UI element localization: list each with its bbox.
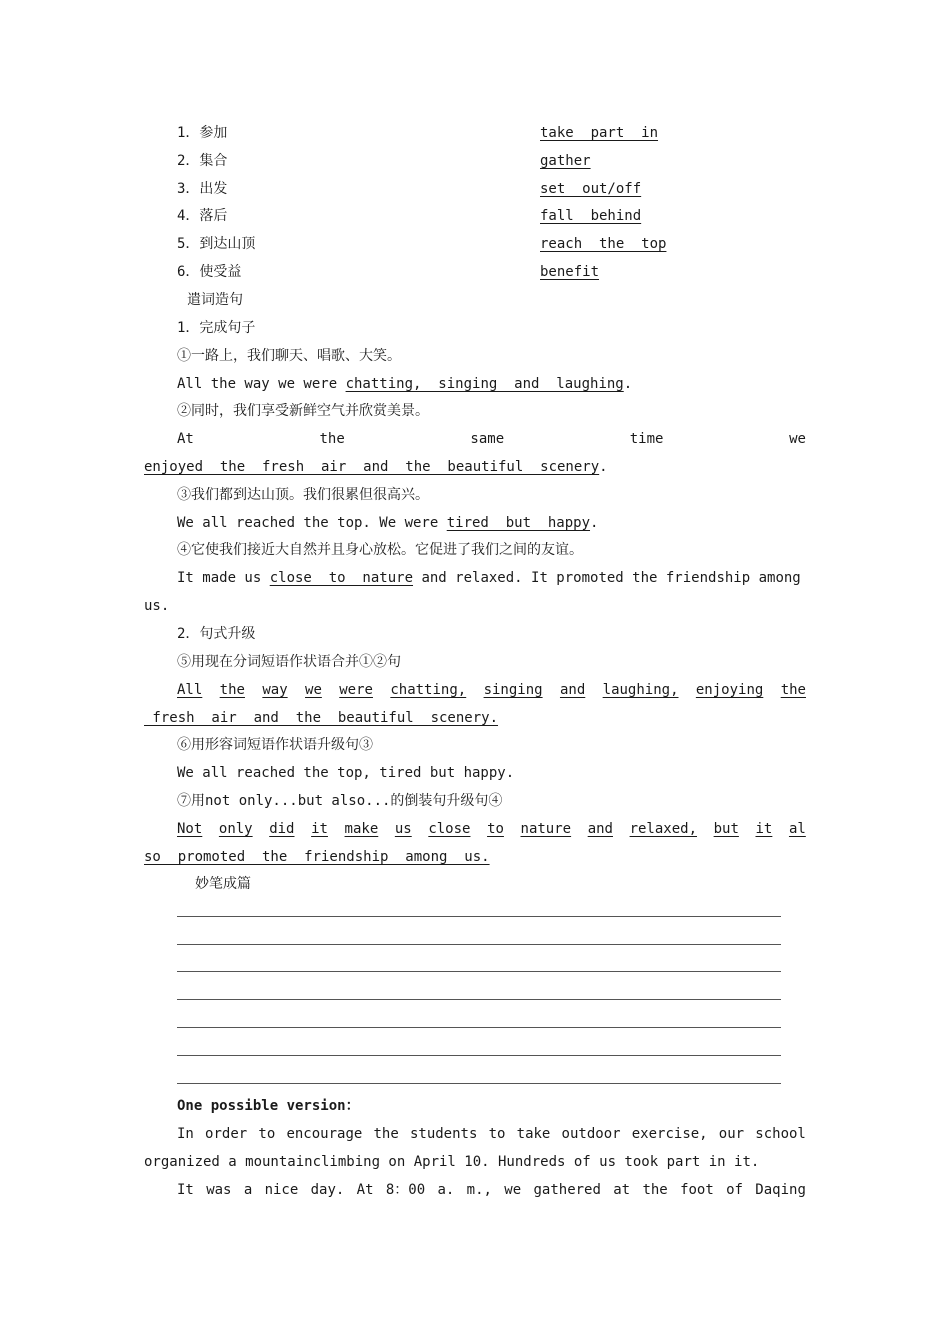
- answer-line: It made us close to nature and relaxed. It promoted the friendship among: [177, 570, 801, 586]
- answer-line: us.: [144, 598, 170, 614]
- vocab-item-cn: 6．使受益: [177, 264, 242, 280]
- question-prompt: ①一路上，我们聊天、唱歌、大笑。: [177, 348, 401, 364]
- subsection-heading: 2．句式升级: [177, 626, 256, 642]
- vocab-item-cn: 3．出发: [177, 181, 228, 197]
- section-heading: 遣词造句: [187, 292, 243, 308]
- vocab-item-en: reach the top: [540, 236, 667, 252]
- answer-blank: Not only did it make us close to nature and relaxed, but it al: [177, 821, 806, 837]
- vocab-item-cn: 5．到达山顶: [177, 236, 256, 252]
- writing-blank-line: [177, 1083, 781, 1084]
- essay-line: organized a mountainclimbing on April 10. Hundreds of us took part in it.: [144, 1154, 760, 1170]
- answer-line: enjoyed the fresh air and the beautiful scenery.: [144, 459, 608, 475]
- subsection-heading: 1．完成句子: [177, 320, 256, 336]
- writing-blank-line: [177, 999, 781, 1000]
- question-prompt: ⑥用形容词短语作状语升级句③: [177, 737, 373, 753]
- answer-line: At the same time we: [177, 431, 806, 447]
- writing-blank-line: [177, 971, 781, 972]
- answer-blank: All the way we were chatting, singing and laughing, enjoying the: [177, 682, 806, 698]
- writing-blank-line: [177, 944, 781, 945]
- answer-blank: chatting, singing and laughing: [345, 376, 624, 392]
- vocab-item-en: gather: [540, 153, 591, 169]
- answer-line: We all reached the top. We were tired but happy.: [177, 515, 599, 531]
- vocab-item-cn: 4．落后: [177, 208, 228, 224]
- answer-blank: close to nature: [269, 570, 414, 586]
- essay-line: In order to encourage the students to take outdoor exercise, our school: [177, 1126, 806, 1142]
- writing-blank-line: [177, 1055, 781, 1056]
- question-prompt: ②同时，我们享受新鲜空气并欣赏美景。: [177, 403, 429, 419]
- vocab-item-en: take part in: [540, 125, 659, 141]
- answer-line: We all reached the top, tired but happy.: [177, 765, 515, 781]
- answer-blank: tired but happy: [446, 515, 591, 531]
- version-label: One possible version：: [177, 1098, 360, 1114]
- answer-blank: so promoted the friendship among us.: [144, 849, 490, 865]
- answer-blank: fresh air and the beautiful scenery.: [144, 710, 499, 726]
- writing-blank-line: [177, 1027, 781, 1028]
- question-prompt: ⑦用not only...but also...的倒装句升级句④: [177, 793, 503, 809]
- vocab-item-cn: 1．参加: [177, 125, 228, 141]
- writing-blank-line: [177, 916, 781, 917]
- question-prompt: ④它使我们接近大自然并且身心放松。它促进了我们之间的友谊。: [177, 542, 583, 558]
- vocab-item-en: set out/off: [540, 181, 642, 197]
- answer-blank: enjoyed the fresh air and the beautiful scenery: [144, 459, 600, 475]
- section-heading: 妙笔成篇: [195, 876, 251, 892]
- question-prompt: ③我们都到达山顶。我们很累但很高兴。: [177, 487, 429, 503]
- answer-line: All the way we were chatting, singing and laughing.: [177, 376, 633, 392]
- essay-line: It was a nice day. At 8：00 a. m., we gathered at the foot of Daqing: [177, 1182, 806, 1198]
- vocab-item-en: benefit: [540, 264, 600, 280]
- vocab-item-en: fall behind: [540, 208, 642, 224]
- vocab-item-cn: 2．集合: [177, 153, 228, 169]
- question-prompt: ⑤用现在分词短语作状语合并①②句: [177, 654, 401, 670]
